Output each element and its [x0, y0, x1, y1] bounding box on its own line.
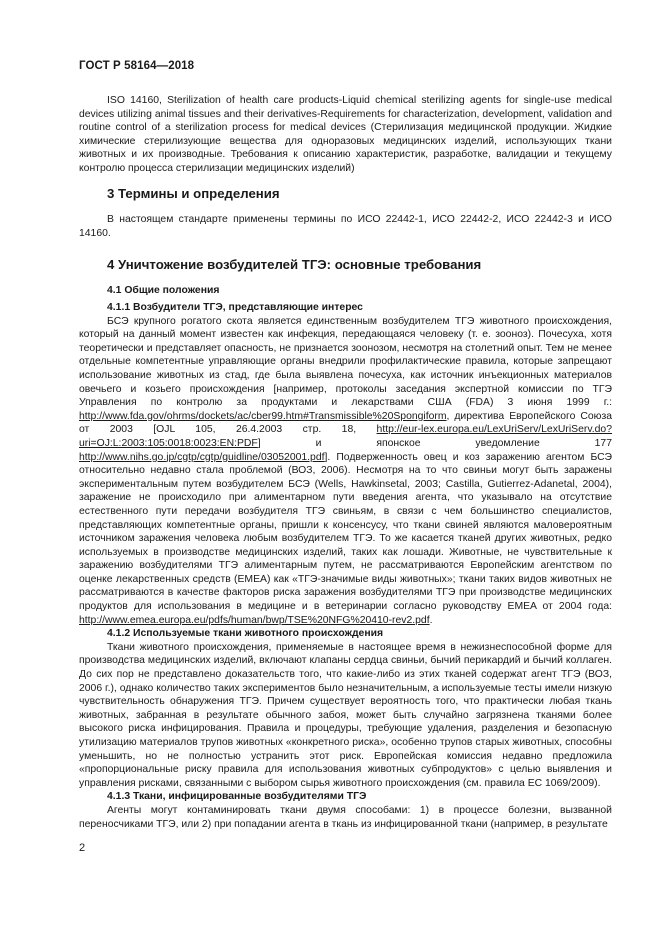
text-run: . [429, 614, 433, 626]
section-3-heading: 3 Термины и определения [107, 186, 280, 201]
section-4-1 [79, 284, 612, 298]
section-3-paragraph: В настоящем стандарте применены термины по ИСО 22442-1, ИСО 22442-2, ИСО 22442-3 и ИСО 14160. [79, 214, 612, 239]
page-number: 2 [79, 842, 86, 854]
nihs-link[interactable]: http://www.nihs.go.jp/cgtp/cgtp/guidline/03052001.pdf [79, 451, 325, 463]
fda-link[interactable]: http://www.fda.gov/ohrms/dockets/ac/cber99.htm#Transmissible%20Spongiform [79, 410, 447, 422]
document-code-header: ГОСТ Р 58164—2018 [79, 60, 195, 72]
text-run: ] и японское уведомление 177 [257, 437, 612, 449]
text-run: БСЭ крупного рогатого скота является единственным возбудителем ТГЭ животного происхождения, который на данный момент известен как инфекция, передающаяся человеку (т. е. зооноз). Почесуха, хотя теоретически и представляет опасность, не признается зоонозом, несмотря на столетний опыт. Тем не менее отдельные компетентные управляющие органы внедрили профилактические правила, которые запрещают использование животных из стад, где была выявлена почесуха, как источник инъекционных материалов овечьего и козьего происхождения [например, протоколы заседания экспертной комиссии по ТГЭ Управления по контролю за продуктами и лекарствами США (FDA) 3 июня 1999 г.: [79, 315, 612, 409]
section-4-1-heading: 4.1 Общие положения [107, 285, 220, 296]
section-4-1-1-heading: 4.1.1 Возбудители ТГЭ, представляющие интерес [107, 302, 363, 313]
section-3-body [79, 213, 612, 240]
section-4-1-2-paragraph: Ткани животного происхождения, применяемые в настоящее время в нежизнеспособной форме для производства медицинских изделий, включают клапаны сердца свиньи, бычий перикардий и бычий коллаген. До сих пор не представлено доказательств того, что какие-либо из этих тканей содержат агент ТГЭ (ВОЗ, 2006 г.), однако количество таких экспериментов было незначительным, а используемые тесты имели низкую чувствительность обнаружения ТГЭ. Причем существует вероятность того, что практически любая ткань животных, забранная в результате обычного забоя, может быть случайно загрязнена тканями более высокого риска инфицирования. Правила и процедуры, требующие удаления, разделения и безопасную утилизацию материалов трупов животных «конкретного риска», особенно трупов старых животных, способны уменьшить, но не полностью устранить этот риск. Европейская комиссия недавно предложила «пропорциональные риску правила для использования животных субпродуктов» с целью выявления и управления рисками, связанными с выбором сырья животного происхождения (см. правила ЕС 1069/2009). [79, 641, 612, 789]
section-4 [79, 258, 612, 272]
section-4-1-2-heading: 4.1.2 Используемые ткани животного происхождения [107, 628, 384, 640]
text-run: ]. Подверженность овец и коз заражению агентом БСЭ относительно недавно стала проблемой (ВОЗ, 2006). Несмотря на то что свиньи могут быть заражены экспериментальным путем возбудителем БСЭ (Wells, Hawkinsetal, 2003; Castilla, Gutierrez-Adanetal, 2004), заражение не происходило при алиментарном пути введения агента, что указывало на отсутствие естественного пути передачи возбудителя ТГЭ свиньям, в связи с чем большинство специалистов, представляющих компетентные органы, пришли к консенсусу, что ткани свиней являются маловероятным источником заражения человека любым возбудителем ТГЭ. То же касается тканей других животных, редко используемых в производстве медицинских изделий, таких как лошади. Животные, не чувствительные к заражению возбудителями ТГЭ алиментарным путем, не рассматриваются Европейским агентством по оценке лекарственных средств (EMEA) как «ТГЭ-значимые виды животных»; ткани таких видов животных не рассматриваются в качестве факторов риска заражения возбудителями ТГЭ при производстве медицинских продуктов для использования в медицине и в ветеринарии согласно руководству EMEA от 2004 года: [79, 451, 612, 613]
section-4-1-1-paragraph [79, 315, 612, 628]
text-run: , директива Европейского Союза от 2003 [OJL 105, 26.4.2003 стр. 18, [79, 410, 612, 436]
iso-reference-paragraph: ISO 14160, Sterilization of health care products-Liquid chemical sterilizing agents for single-use medical devices utilizing animal tissues and their derivatives-Requirements for characterization, development, validation and routine control of a sterilization process for medical devices (Стерилизация медицинской продукции. Жидкие химические стерилизующие вещества для одноразовых медицинских изделий, использующих ткани животных и их производные. Требования к описанию характеристик, разработке, валидации и текущему контролю процесса стерилизации медицинских изделий) [79, 95, 612, 174]
emea-link[interactable]: http://www.emea.europa.eu/pdfs/human/bwp/TSE%20NFG%20410-rev2.pdf [79, 614, 430, 626]
section-4-1-3-paragraph: Агенты могут контаминировать ткани двумя способами: 1) в процессе болезни, вызванной переносчиками ТГЭ, или 2) при попадании агента в ткань из инфицированной ткани (например, в результате [79, 804, 612, 830]
section-4-1-3-heading: 4.1.3 Ткани, инфицированные возбудителями ТГЭ [107, 791, 367, 803]
iso-reference-block [79, 94, 612, 176]
eur-lex-link[interactable]: http://eur-lex.europa.eu/LexUriServ/LexUriServ.do?uri=OJ:L:2003:105:0018:0023:EN:PDF [79, 424, 612, 449]
section-3 [79, 187, 612, 201]
section-4-1-1 [79, 301, 612, 831]
section-4-heading: 4 Уничтожение возбудителей ТГЭ: основные требования [107, 257, 482, 272]
